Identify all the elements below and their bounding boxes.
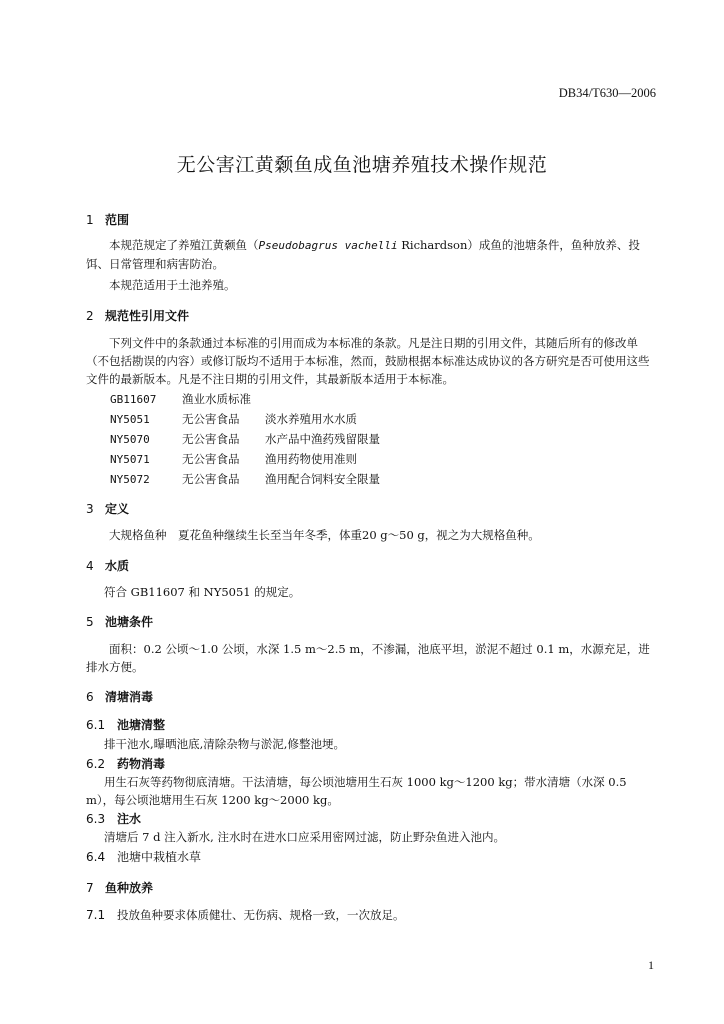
section-title: 清塘消毒 xyxy=(105,690,154,704)
reference-title: 无公害食品 xyxy=(182,432,240,446)
section-1-paragraph-2: 本规范适用于土池养殖。 xyxy=(109,278,236,292)
section-title: 池塘条件 xyxy=(105,615,154,629)
reference-row xyxy=(110,451,357,467)
subsection-6-1-paragraph: 排干池水,曝晒池底,清除杂物与淤泥,修整池埂。 xyxy=(104,737,345,751)
reference-title: 无公害食品 xyxy=(182,452,240,466)
subsection-number: 6.2 xyxy=(86,757,106,771)
section-4-paragraph: 符合 GB11607 和 NY5051 的规定。 xyxy=(104,585,301,599)
subsection-6-2-heading xyxy=(86,755,165,772)
section-2-paragraph: 下列文件中的条款通过本标准的引用而成为本标准的条款。凡是注日期的引用文件，其随后所有的修改单（不包括勘误的内容）或修订版均不适用于本标准，然而，鼓励根据本标准达成协议的各方研究是否可使用这些文件的最新版本。凡是不注日期的引用文件，其最新版本适用于本标准。 xyxy=(86,336,650,386)
reference-row xyxy=(110,411,357,427)
section-title: 水质 xyxy=(105,559,130,573)
section-1-heading xyxy=(86,211,129,228)
section-title: 规范性引用文件 xyxy=(105,309,190,323)
section-number: 5 xyxy=(86,615,94,629)
reference-subtitle: 水产品中渔药残留限量 xyxy=(265,432,380,446)
subsection-number: 6.3 xyxy=(86,812,106,826)
subsection-title: 池塘清整 xyxy=(117,718,166,732)
subsection-number: 7.1 xyxy=(86,908,106,922)
species-latin-name: Pseudobagrus vachelli xyxy=(258,239,398,252)
subsection-title: 注水 xyxy=(117,812,142,826)
reference-code: NY5070 xyxy=(110,433,150,446)
subsection-number: 6.1 xyxy=(86,718,106,732)
section-title: 范围 xyxy=(105,213,130,227)
text-run: 本规范规定了养殖江黄颡鱼（ xyxy=(109,238,259,252)
section-6-heading xyxy=(86,688,153,705)
subsection-title: 池塘中栽植水草 xyxy=(117,850,202,864)
section-number: 1 xyxy=(86,213,94,227)
reference-row xyxy=(110,391,265,407)
section-number: 6 xyxy=(86,690,94,704)
section-number: 2 xyxy=(86,309,94,323)
section-2-heading xyxy=(86,307,189,324)
reference-code: NY5072 xyxy=(110,473,150,486)
reference-subtitle: 渔用药物使用准则 xyxy=(265,452,357,466)
reference-row xyxy=(110,431,380,447)
text-run: Richardson）成鱼的池塘条件，鱼种放养、投饵、日常管理和病害防治。 xyxy=(86,238,640,271)
reference-code: NY5051 xyxy=(110,413,150,426)
subsection-6-3-paragraph: 清塘后 7 d 注入新水, 注水时在进水口应采用密网过滤，防止野杂鱼进入池内。 xyxy=(104,830,505,844)
section-5-paragraph: 面积：0.2 公顷～1.0 公顷，水深 1.5 m～2.5 m，不渗漏，池底平坦，淤泥不超过 0.1 m，水源充足，进排水方便。 xyxy=(86,642,650,674)
subsection-number: 6.4 xyxy=(86,850,106,864)
document-code: DB34/T630—2006 xyxy=(558,86,656,100)
section-number: 3 xyxy=(86,502,94,516)
reference-code: GB11607 xyxy=(110,393,157,406)
reference-row xyxy=(110,471,380,487)
reference-subtitle: 渔用配合饲料安全限量 xyxy=(265,472,380,486)
reference-title: 无公害食品 xyxy=(182,412,240,426)
section-3-heading xyxy=(86,500,129,517)
subsection-text: 投放鱼种要求体质健壮、无伤病、规格一致，一次放足。 xyxy=(117,908,405,922)
subsection-title: 药物消毒 xyxy=(117,757,166,771)
section-4-heading xyxy=(86,557,129,574)
subsection-6-3-heading xyxy=(86,810,141,827)
subsection-6-1-heading xyxy=(86,716,165,733)
document-title: 无公害江黄颡鱼成鱼池塘养殖技术操作规范 xyxy=(176,154,548,176)
reference-code: NY5071 xyxy=(110,453,150,466)
subsection-6-4-heading xyxy=(86,848,201,865)
page-number: 1 xyxy=(648,958,654,972)
section-title: 定义 xyxy=(105,502,130,516)
subsection-6-2-paragraph: 用生石灰等药物彻底清塘。干法清塘，每公顷池塘用生石灰 1000 kg～1200 kg；带水清塘（水深 0.5 m），每公顷池塘用生石灰 1200 kg～2000 kg。 xyxy=(86,775,627,807)
reference-title: 无公害食品 xyxy=(182,472,240,486)
reference-subtitle: 淡水养殖用水水质 xyxy=(265,412,357,426)
section-1-paragraph-1 xyxy=(86,236,656,273)
section-title: 鱼种放养 xyxy=(105,881,154,895)
section-7-heading xyxy=(86,879,153,896)
section-5-heading xyxy=(86,613,153,630)
section-number: 4 xyxy=(86,559,94,573)
subsection-7-1 xyxy=(86,907,405,923)
section-number: 7 xyxy=(86,881,94,895)
section-3-paragraph: 大规格鱼种 夏花鱼种继续生长至当年冬季，体重20 g～50 g，视之为大规格鱼种。 xyxy=(109,528,540,542)
reference-title: 渔业水质标准 xyxy=(182,392,251,406)
